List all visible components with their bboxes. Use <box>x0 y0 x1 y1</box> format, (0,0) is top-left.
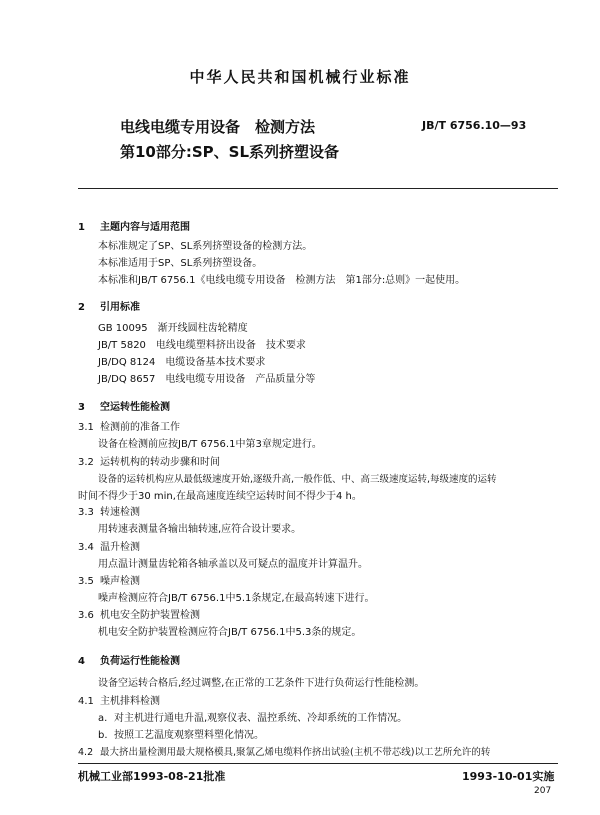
section-2-heading <box>78 298 140 313</box>
section-1-heading <box>78 218 190 233</box>
subsection-number: 3.2 <box>78 457 94 468</box>
paragraph: 用转速表测量各输出轴转速,应符合设计要求。 <box>98 524 302 535</box>
approval-line: 机械工业部1993-08-21批准 <box>78 770 226 783</box>
paragraph: 最大挤出量检测用最大规格模具,聚氯乙烯电缆料作挤出试验(主机不带芯线)以工艺所允许的转 <box>100 747 491 758</box>
subsection-title: 主机排料检测 <box>100 696 160 707</box>
subsection-title: 机电安全防护装置检测 <box>100 610 200 621</box>
footer-divider <box>78 763 558 764</box>
subsection-number: 3.4 <box>78 542 94 553</box>
section-number: 3 <box>78 402 85 413</box>
subsection-title: 温升检测 <box>100 542 140 553</box>
subsection-3-2-heading <box>78 456 220 469</box>
subsection-number: 3.5 <box>78 576 94 587</box>
subsection-4-2 <box>78 746 490 759</box>
reference-item: JB/DQ 8124 电缆设备基本技术要求 <box>98 357 266 368</box>
subsection-3-6-heading <box>78 609 200 622</box>
doc-title-line2: 第10部分:SP、SL系列挤塑设备 <box>120 143 340 161</box>
subsection-3-3-heading <box>78 506 140 519</box>
subsection-number: 4.2 <box>78 747 94 758</box>
subsection-number: 3.6 <box>78 610 94 621</box>
section-title: 引用标准 <box>100 302 140 313</box>
subsection-3-4-heading <box>78 541 140 554</box>
list-text: 按照工艺温度观察塑料塑化情况。 <box>114 730 264 741</box>
paragraph: 噪声检测应符合JB/T 6756.1中5.1条规定,在最高转速下进行。 <box>98 593 375 604</box>
paragraph: 用点温计测量齿轮箱各轴承盖以及可疑点的温度并计算温升。 <box>98 559 368 570</box>
section-3-heading <box>78 398 170 413</box>
section-number: 2 <box>78 302 85 313</box>
list-text: 对主机进行通电升温,观察仪表、温控系统、冷却系统的工作情况。 <box>114 713 408 724</box>
paragraph: 本标准适用于SP、SL系列挤塑设备。 <box>98 258 263 269</box>
paragraph: 时间不得少于30 min,在最高速度连续空运转时间不得少于4 h。 <box>78 491 362 502</box>
reference-item: GB 10095 渐开线圆柱齿轮精度 <box>98 323 248 334</box>
section-number: 1 <box>78 222 85 233</box>
subsection-number: 3.3 <box>78 507 94 518</box>
subsection-number: 4.1 <box>78 696 94 707</box>
subsection-title: 运转机构的转动步骤和时间 <box>100 457 220 468</box>
list-marker: b. <box>98 730 108 741</box>
reference-item: JB/DQ 8657 电线电缆专用设备 产品质量分等 <box>98 374 316 385</box>
paragraph: 机电安全防护装置检测应符合JB/T 6756.1中5.3条的规定。 <box>98 627 362 638</box>
paragraph: 设备在检测前应按JB/T 6756.1中第3章规定进行。 <box>98 439 322 450</box>
implementation-date: 1993-10-01实施 <box>462 770 555 783</box>
subsection-number: 3.1 <box>78 422 94 433</box>
paragraph: 本标准规定了SP、SL系列挤塑设备的检测方法。 <box>98 241 313 252</box>
standard-number: JB/T 6756.10—93 <box>422 119 527 132</box>
page-number: 207 <box>534 786 552 796</box>
section-4-heading <box>78 652 180 667</box>
issuing-org: 中华人民共和国机械行业标准 <box>189 68 411 86</box>
header-divider <box>78 188 558 189</box>
section-title: 负荷运行性能检测 <box>100 656 180 667</box>
subsection-3-1-heading <box>78 421 180 434</box>
section-title: 主题内容与适用范围 <box>100 222 190 233</box>
section-title: 空运转性能检测 <box>100 402 170 413</box>
doc-title-line1: 电线电缆专用设备 检测方法 <box>120 118 316 136</box>
subsection-title: 检测前的准备工作 <box>100 422 180 433</box>
reference-item: JB/T 5820 电线电缆塑料挤出设备 技术要求 <box>98 340 306 351</box>
subsection-title: 噪声检测 <box>100 576 140 587</box>
paragraph: 本标准和JB/T 6756.1《电线电缆专用设备 检测方法 第1部分:总则》一起使用。 <box>98 275 466 286</box>
list-marker: a. <box>98 713 108 724</box>
section-number: 4 <box>78 656 85 667</box>
subsection-3-5-heading <box>78 575 140 588</box>
subsection-4-1-heading <box>78 695 160 708</box>
subsection-title: 转速检测 <box>100 507 140 518</box>
paragraph: 设备空运转合格后,经过调整,在正常的工艺条件下进行负荷运行性能检测。 <box>98 678 425 689</box>
list-item <box>98 712 407 725</box>
paragraph: 设备的运转机构应从最低级速度开始,逐级升高,一般作低、中、高三级速度运转,每级速度的运转 <box>98 474 497 485</box>
list-item <box>98 729 264 742</box>
